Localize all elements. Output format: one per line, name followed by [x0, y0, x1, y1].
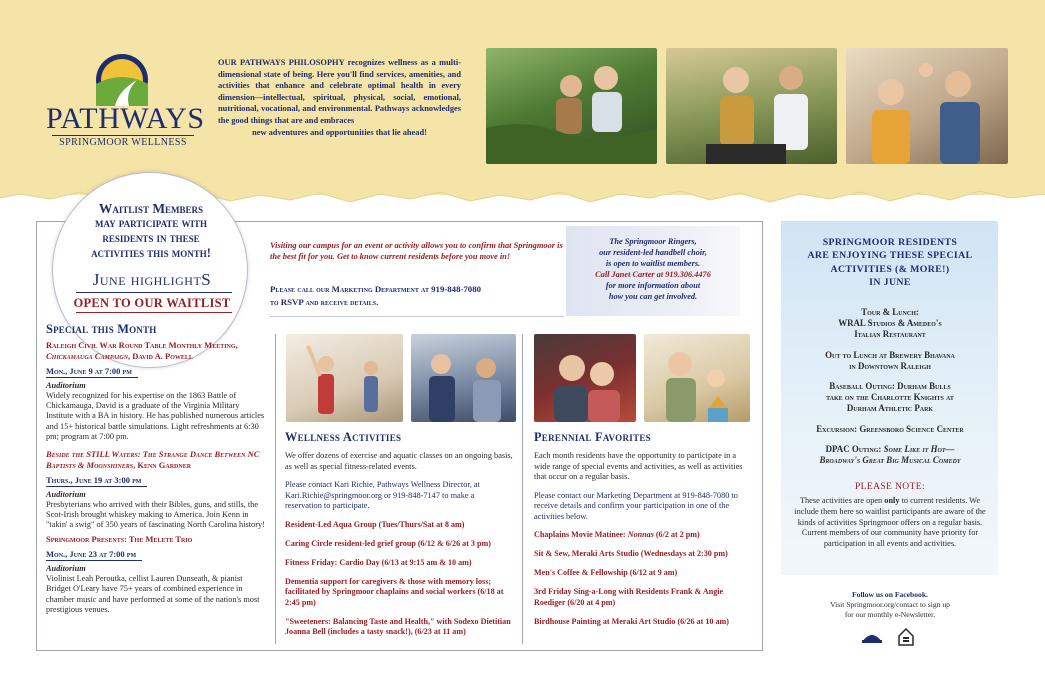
perennial-favorites-column — [534, 430, 752, 636]
residents-activity-list — [790, 307, 990, 475]
resident-activity: DPAC Outing: Some Like it Hot— Broadway's Great Big Musical Comedy — [819, 443, 961, 466]
ringers-line-5: for more information about — [605, 281, 701, 290]
june-title-rule — [76, 292, 232, 293]
wellness-intro: We offer dozens of exercise and aquatic classes on an ongoing basis, as well as special fitness-related events. — [285, 451, 513, 471]
rsvp-line-2: to RSVP and receive details. — [270, 296, 379, 307]
perennial-heading: Perennial Favorites — [534, 430, 651, 444]
resident-activity: Excursion: Greensboro Science Center — [816, 423, 964, 434]
event-date: Thurs., June 19 at 3:00 pm — [46, 475, 147, 487]
june-highlights-title: June highlightS — [92, 270, 212, 289]
rsvp-line-1: Please call our Marketing Department at 919-848-7080 — [270, 284, 481, 294]
wellness-item: Resident-Led Aqua Group (Tues/Thurs/Sat at 8 am) — [285, 519, 465, 529]
wellness-item: Caring Circle resident-led grief group (6/12 & 6/26 at 3 pm) — [285, 538, 491, 548]
residents-heading: SPRINGMOOR RESIDENTS ARE ENJOYING THESE SPECIAL ACTIVITIES (& MORE!) IN JUNE — [807, 237, 973, 288]
ringers-line-1: The Springmoor Ringers, — [609, 237, 697, 246]
philosophy-last-line: new adventures and opportunities that lie ahead! — [252, 127, 427, 137]
event-description: Widely recognized for his expertise on the 1863 Battle of Chickamauga, David is a graduate of the Virginia Military Institute with a BA in history. He has published numerous articles and 15+ historical battle simulations. Light refreshments at 6:30 pm; program at 7:00 pm. — [46, 391, 265, 441]
pathways-logo — [42, 50, 205, 150]
event-title: Springmoor Presents: The Melete Trio — [46, 533, 193, 544]
visit-line-2: for our monthly e-Newsletter. — [844, 610, 936, 619]
wellness-activities-column — [285, 430, 513, 646]
waitlist-line-3: residents in these — [102, 231, 200, 245]
open-waitlist-rule — [76, 312, 232, 313]
grilling-photo — [666, 48, 837, 164]
event-location: Auditorium — [46, 381, 86, 390]
event-date: Mon., June 23 at 7:00 pm — [46, 549, 142, 561]
wellness-contact: Please contact Kari Richie, Pathways Wellness Director, at Kari.Richie@springmoor.org or 919-848-7147 to make a reservation to participate. — [285, 480, 480, 510]
waitlist-line-2: may participate with — [94, 216, 208, 230]
event-date: Mon., June 9 at 7:00 pm — [46, 366, 138, 378]
column-divider-left — [275, 334, 276, 644]
special-this-month-column — [46, 322, 268, 618]
fitness-class-photo — [286, 334, 403, 422]
ringers-line-4: Call Janet Carter at 919.306.4476 — [595, 270, 711, 279]
facebook-link[interactable]: Follow us on Facebook. — [852, 590, 928, 599]
ringers-callout — [572, 236, 734, 302]
rsvp-instructions — [270, 283, 566, 308]
visiting-campus-note: Visiting our campus for an event or activity allows you to confirm that Springmoor is the best fit for you. Get to know current residents before you move in! — [270, 241, 563, 261]
resident-activity: Baseball Outing: Durham Bulls take on the Charlotte Knights at Durham Athletic Park — [826, 381, 954, 414]
perennial-contact: Please contact our Marketing Department at 919-848-7080 to receive details and confirm your participation in one of the activities below. — [534, 490, 738, 521]
event-title: Beside the STILL Waters: The Strange Dance Between NC Baptists & Moonshiners, Kenn Gardner — [46, 449, 260, 470]
wellness-item: "Sweeteners: Balancing Taste and Health," with Sodexo Dietitian Joanna Bell (includes a tasty snack!), (6/23 at 11 am) — [285, 616, 511, 636]
perennial-item: Men's Coffee & Fellowship (6/12 at 9 am) — [534, 568, 678, 577]
philosophy-lead: OUR PATHWAYS PHILOSOPHY — [218, 58, 345, 67]
event-description: Presbyterians who arrived with their Bibles, guns, and stills, the Scot-Irish brought whiskey making to America. Join Kenn in "takin' a swig" of 350 years of fascinating North Carolina history! — [46, 500, 265, 530]
please-note-body: These activities are open only to current residents. We include them here so waitlist participants are aware of the kinds of activities Springmoor offers on a regular basis. Current members of our community have priority for participation in all events and activities. — [794, 496, 986, 549]
birdhouse-painting-photo — [644, 334, 750, 422]
resident-activity: Out to Lunch at Brewery Bhavana in Downtown Raleigh — [825, 349, 955, 371]
ringers-line-2: our resident-led handbell choir, — [599, 248, 707, 257]
visit-line-1: Visit Springmoor.org/contact to sign up — [830, 600, 950, 609]
ringers-line-3: is open to waitlist members. — [605, 259, 701, 268]
equal-housing-icon — [898, 628, 914, 646]
waitlist-circle-text — [64, 201, 238, 261]
waitlist-line-4: activities this month! — [91, 246, 211, 260]
support-group-photo — [411, 334, 516, 422]
high-five-photo — [846, 48, 1008, 164]
event-location: Auditorium — [46, 564, 86, 574]
sunrise-path-icon — [85, 50, 159, 106]
wellness-item: Fitness Friday: Cardio Day (6/13 at 9:15 am & 10 am) — [285, 557, 472, 567]
please-note-heading: PLEASE NOTE: — [855, 482, 925, 492]
ringers-line-6: how you can get involved. — [608, 292, 698, 301]
perennial-item: Sit & Sew, Meraki Arts Studio (Wednesdays at 2:30 pm) — [534, 549, 728, 558]
wellness-item: Dementia support for caregivers & those with memory loss; facilitated by Springmoor chaplains and social workers (6/18 at 2:45 pm) — [285, 576, 504, 607]
wellness-heading: Wellness Activities — [285, 430, 402, 444]
event-location: Auditorium — [46, 490, 86, 500]
open-to-waitlist-label: OPEN TO OUR WAITLIST — [73, 296, 231, 310]
perennial-item: Chaplains Movie Matinee: Nonnas (6/2 at 2 pm) — [534, 530, 700, 539]
logo-wordmark: PATHWAYS — [46, 102, 205, 135]
perennial-item: Birdhouse Painting at Meraki Art Studio (6/26 at 10 am) — [534, 616, 729, 626]
footer-info — [792, 590, 988, 620]
special-heading: Special this Month — [46, 322, 157, 336]
accessibility-icon — [860, 628, 884, 644]
gardening-photo — [486, 48, 657, 164]
waitlist-line-1: Waitlist Members — [98, 201, 204, 216]
logo-subtitle: SPRINGMOOR WELLNESS — [52, 135, 194, 148]
resident-activity: Tour & Lunch: WRAL Studios & Amedeo's Italian Restaurant — [838, 307, 942, 340]
perennial-intro: Each month residents have the opportunity to participate in a wide range of special events and activities, as well as activities that occur on a regular basis. — [534, 451, 743, 481]
event-description: Violinist Leah Peroutka, cellist Lauren Dunseath, & pianist Bridget O'Leary have 75+ years of combined experience in chamber music and have performed at some of the nation's most prestigious venues. — [46, 574, 260, 614]
couple-photo — [534, 334, 636, 422]
philosophy-body: recognizes wellness as a multi-dimensional state of being. Here you'll find services, amenities, and activities that enhance and celebrate optimal health in every dimension—intellectual, spiritual, physical, social, emotional, nutritional, vocational, and environmental. Pathways acknowledges the good things that are and embraces — [218, 58, 461, 125]
column-divider-right — [522, 334, 523, 644]
pathways-philosophy — [218, 57, 461, 138]
perennial-item: 3rd Friday Sing-a-Long with Residents Frank & Angie Roediger (6/20 at 4 pm) — [534, 587, 724, 607]
visiting-rule — [270, 316, 564, 317]
event-title: Raleigh Civil War Round Table Monthly Meeting, Chickamauga Campaign, David A. Powell — [46, 340, 238, 361]
